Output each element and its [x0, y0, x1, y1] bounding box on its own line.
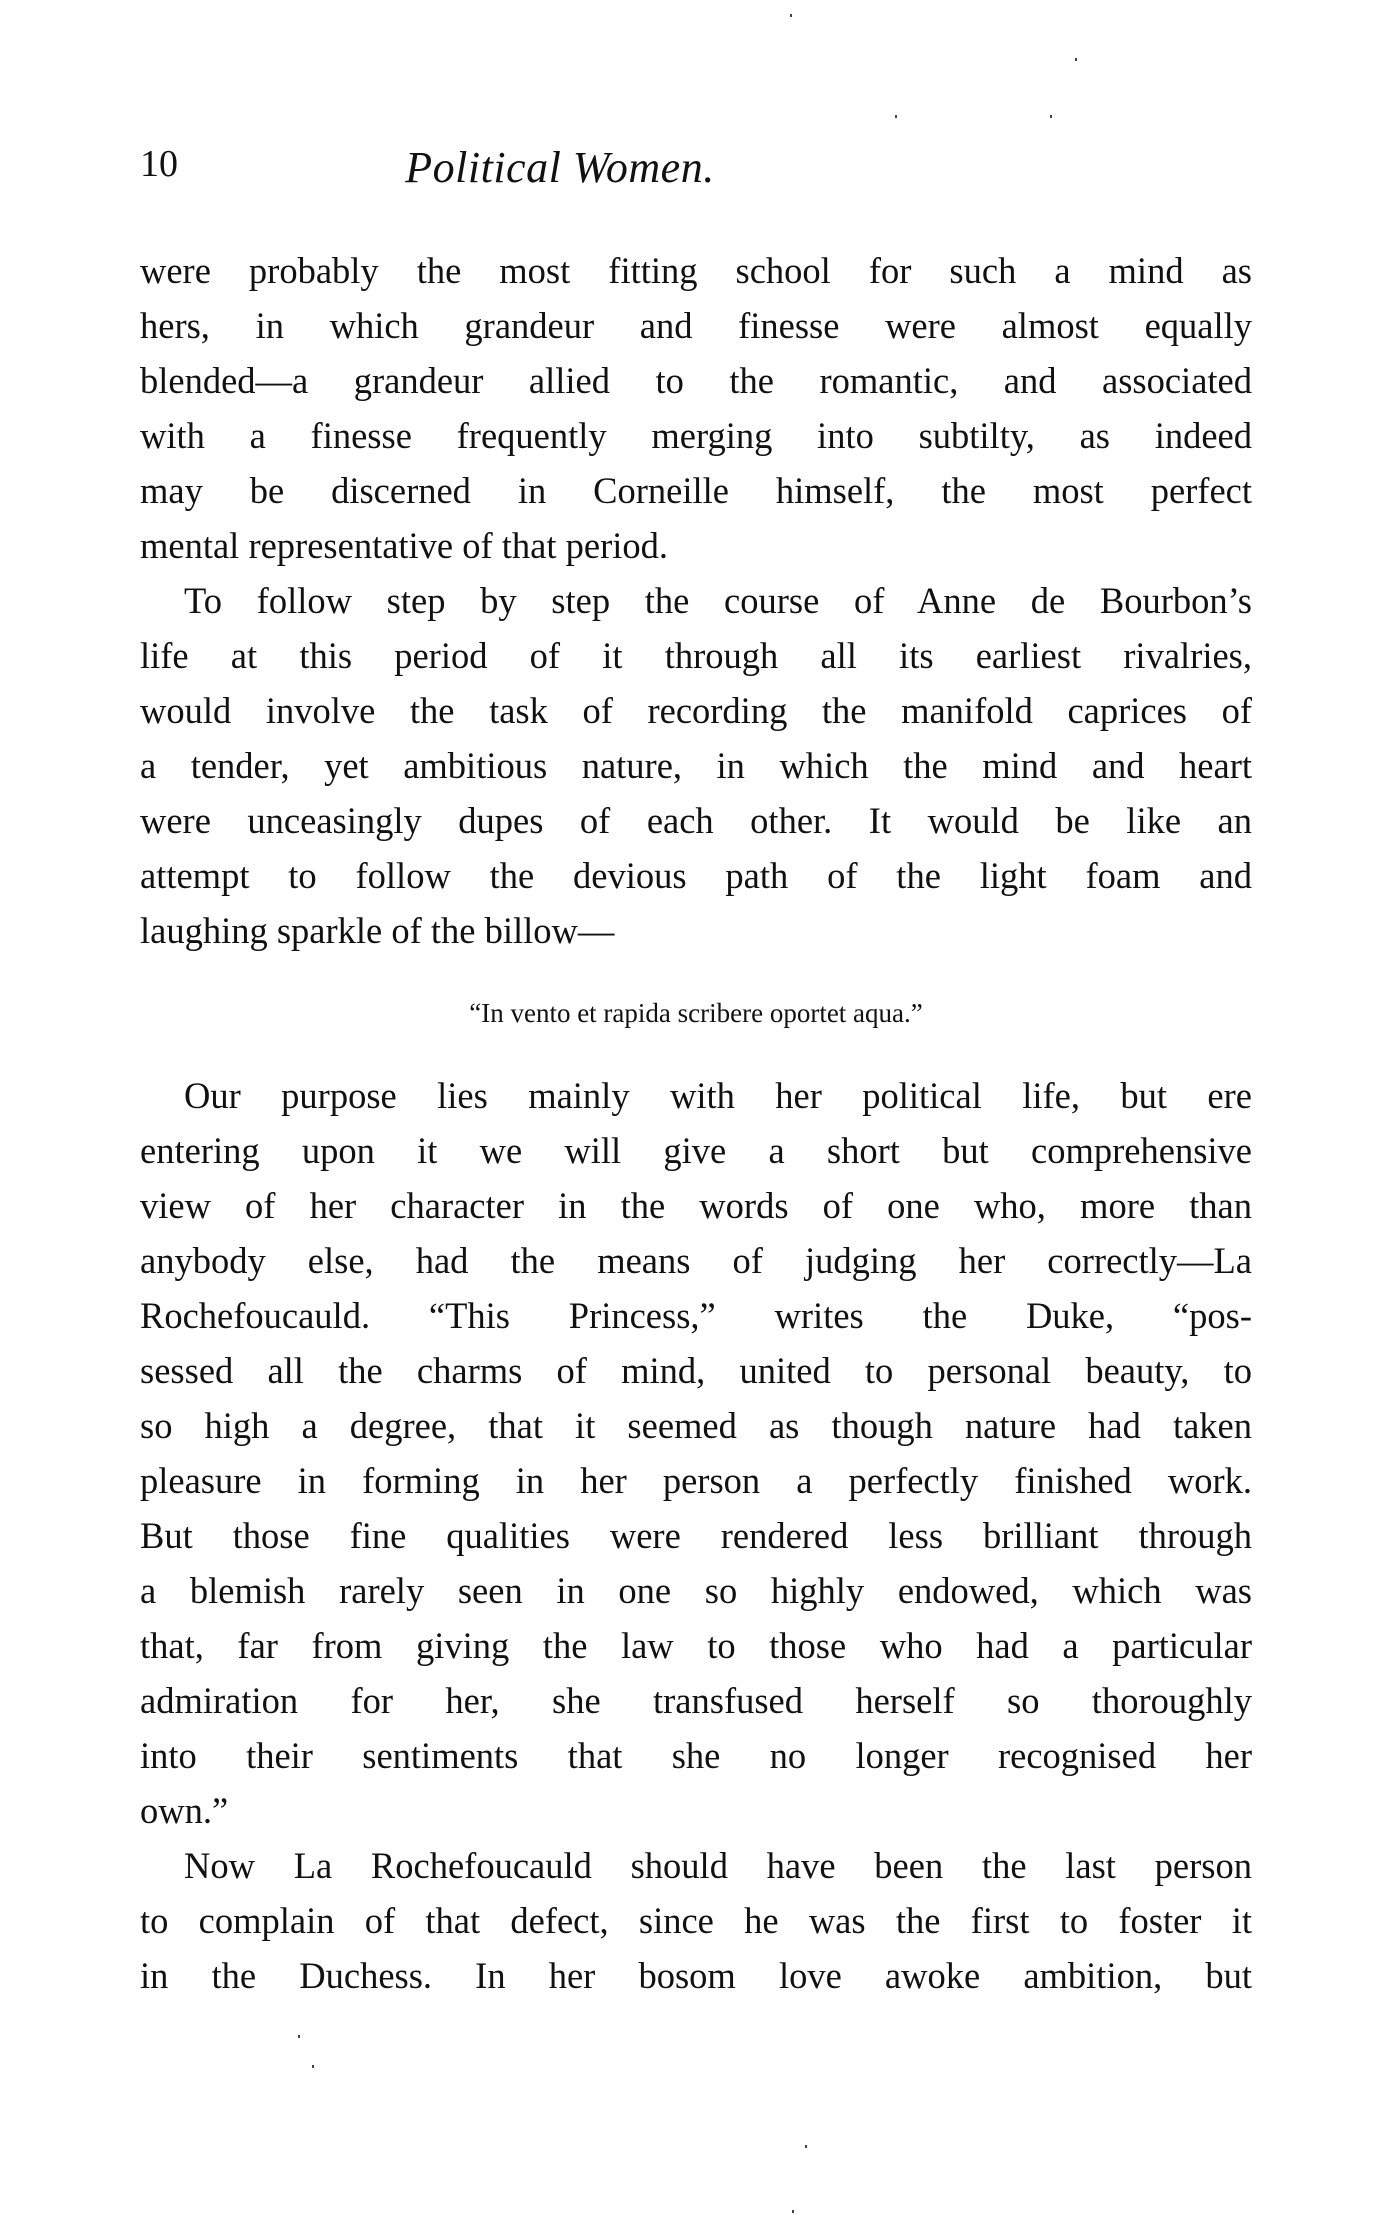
scan-speck — [895, 115, 897, 118]
page-number: 10 — [140, 143, 178, 185]
text-line: so high a degree, that it seemed as though nature had taken — [140, 1405, 1252, 1446]
scan-speck — [792, 2210, 794, 2213]
paragraph — [140, 573, 1252, 958]
text-line: mental representative of that period. — [140, 525, 669, 566]
text-line: sessed all the charms of mind, united to personal beauty, to — [140, 1350, 1252, 1391]
text-line: laughing sparkle of the billow— — [140, 910, 615, 951]
scan-speck — [312, 2065, 314, 2068]
scan-speck — [790, 14, 792, 17]
text-line: admiration for her, she transfused herself so thoroughly — [140, 1680, 1252, 1721]
paragraph — [140, 243, 1252, 573]
text-line: a tender, yet ambitious nature, in which the mind and heart — [140, 745, 1252, 786]
text-line: view of her character in the words of one who, more than — [140, 1185, 1252, 1226]
text-line: in the Duchess. In her bosom love awoke ambition, but — [140, 1955, 1252, 1996]
scan-speck — [1050, 115, 1052, 118]
text-line: were unceasingly dupes of each other. It would be like an — [140, 800, 1252, 841]
text-line: But those fine qualities were rendered less brilliant through — [140, 1515, 1252, 1556]
text-line: To follow step by step the course of Anne de Bourbon’s — [184, 580, 1252, 621]
scan-speck — [1075, 58, 1077, 61]
text-line: own.” — [140, 1790, 229, 1831]
block-quotation: “In vento et rapida scribere oportet aqua.” — [469, 998, 923, 1028]
paragraph — [140, 1068, 1252, 1838]
text-line: entering upon it we will give a short but comprehensive — [140, 1130, 1252, 1171]
text-line: blended—a grandeur allied to the romantic, and associated — [140, 360, 1252, 401]
body-text — [140, 243, 1252, 2003]
running-head — [140, 142, 1252, 192]
text-line: with a finesse frequently merging into subtilty, as indeed — [140, 415, 1252, 456]
text-line: Our purpose lies mainly with her political life, but ere — [184, 1075, 1252, 1116]
text-line: to complain of that defect, since he was the first to foster it — [140, 1900, 1252, 1941]
text-line: life at this period of it through all its earliest rivalries, — [140, 635, 1252, 676]
text-line: that, far from giving the law to those who had a particular — [140, 1625, 1252, 1666]
text-line: pleasure in forming in her person a perfectly finished work. — [140, 1460, 1252, 1501]
text-line: anybody else, had the means of judging her correctly—La — [140, 1240, 1252, 1281]
text-line: may be discerned in Corneille himself, the most perfect — [140, 470, 1252, 511]
text-line: Rochefoucauld. “This Princess,” writes the Duke, “pos- — [140, 1295, 1252, 1336]
text-line: hers, in which grandeur and finesse were almost equally — [140, 305, 1252, 346]
scan-speck — [805, 2145, 807, 2148]
text-line: into their sentiments that she no longer recognised her — [140, 1735, 1252, 1776]
text-line: a blemish rarely seen in one so highly endowed, which was — [140, 1570, 1252, 1611]
text-line: attempt to follow the devious path of the light foam and — [140, 855, 1252, 896]
running-title: Political Women. — [405, 143, 715, 192]
paragraph — [140, 1838, 1252, 2003]
text-line: Now La Rochefoucauld should have been the last person — [184, 1845, 1252, 1886]
text-line: were probably the most fitting school for such a mind as — [140, 250, 1252, 291]
text-line: would involve the task of recording the manifold caprices of — [140, 690, 1252, 731]
scan-speck — [298, 2035, 300, 2038]
